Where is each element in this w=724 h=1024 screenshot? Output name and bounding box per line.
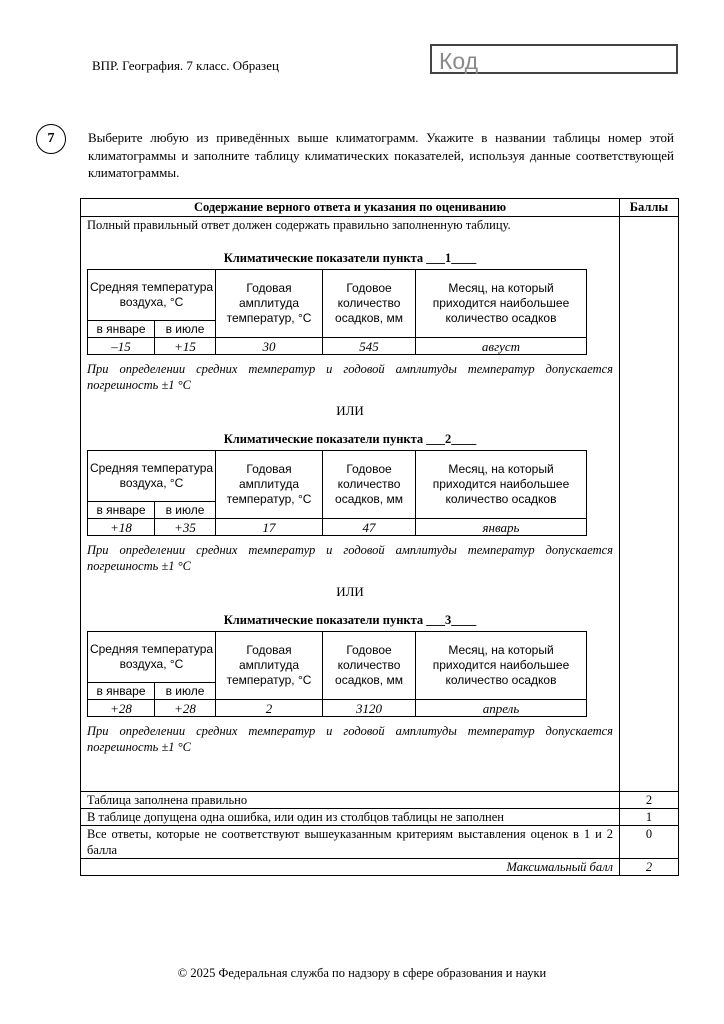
- criterion-points: 0: [620, 826, 679, 859]
- page-footer: © 2025 Федеральная служба по надзору в сфере образования и науки: [177, 966, 547, 980]
- value-july: +28: [155, 700, 216, 717]
- climate-table-3: [87, 631, 587, 717]
- value-precip: 3120: [323, 700, 416, 717]
- col-january: в январе: [88, 502, 155, 519]
- or-divider: ИЛИ: [336, 403, 364, 418]
- col-max-month: Месяц, на который приходится наибольшее количество осадков: [416, 451, 587, 519]
- header-content: Содержание верного ответа и указания по оцениванию: [81, 199, 620, 217]
- tolerance-note: При определении средних температур и годовой амплитуды температур допускается погрешность ±1 °С: [87, 724, 613, 754]
- grading-table: [80, 198, 679, 876]
- col-january: в январе: [88, 321, 155, 338]
- col-amplitude: Годовая амплитуда температур, °С: [216, 451, 323, 519]
- criterion-text: В таблице допущена одна ошибка, или один из столбцов таблицы не заполнен: [81, 809, 620, 826]
- or-divider: ИЛИ: [336, 584, 364, 599]
- col-avg-temp: Средняя температура воздуха, °С: [88, 270, 216, 321]
- value-january: +28: [88, 700, 155, 717]
- max-score-value: 2: [620, 859, 679, 876]
- value-month: апрель: [416, 700, 587, 717]
- col-max-month: Месяц, на который приходится наибольшее количество осадков: [416, 270, 587, 338]
- climate-table-title: Климатические показатели пункта ___2____: [223, 432, 477, 446]
- climate-table-1: [87, 269, 587, 355]
- value-amplitude: 2: [216, 700, 323, 717]
- climate-table-title: Климатические показатели пункта ___3____: [223, 613, 477, 627]
- answer-content-cell: [81, 217, 620, 792]
- value-precip: 47: [323, 519, 416, 536]
- climate-table-2: [87, 450, 587, 536]
- value-month: август: [416, 338, 587, 355]
- value-july: +15: [155, 338, 216, 355]
- col-precip: Годовое количество осадков, мм: [323, 451, 416, 519]
- climate-table-title: Климатические показатели пункта ___1____: [223, 251, 477, 265]
- col-january: в январе: [88, 683, 155, 700]
- tolerance-note: При определении средних температур и годовой амплитуды температур допускается погрешность ±1 °С: [87, 543, 613, 573]
- criterion-points: 2: [620, 792, 679, 809]
- value-amplitude: 30: [216, 338, 323, 355]
- value-january: –15: [88, 338, 155, 355]
- tolerance-note: При определении средних температур и годовой амплитуды температур допускается погрешность ±1 °С: [87, 362, 613, 392]
- points-cell-empty: [620, 217, 679, 792]
- col-amplitude: Годовая амплитуда температур, °С: [216, 270, 323, 338]
- max-score-label: Максимальный балл: [81, 859, 620, 876]
- col-max-month: Месяц, на который приходится наибольшее количество осадков: [416, 632, 587, 700]
- col-avg-temp: Средняя температура воздуха, °С: [88, 451, 216, 502]
- col-july: в июле: [155, 683, 216, 700]
- value-amplitude: 17: [216, 519, 323, 536]
- criterion-points: 1: [620, 809, 679, 826]
- value-july: +35: [155, 519, 216, 536]
- col-july: в июле: [155, 321, 216, 338]
- task-text: Выберите любую из приведённых выше климатограмм. Укажите в названии таблицы номер этой климатограммы и заполните таблицу климатических показателей, используя данные соответствующей климатограммы.: [88, 130, 674, 180]
- col-precip: Годовое количество осадков, мм: [323, 270, 416, 338]
- col-avg-temp: Средняя температура воздуха, °С: [88, 632, 216, 683]
- criterion-text: Таблица заполнена правильно: [81, 792, 620, 809]
- header-points: Баллы: [620, 199, 679, 217]
- value-january: +18: [88, 519, 155, 536]
- col-precip: Годовое количество осадков, мм: [323, 632, 416, 700]
- col-july: в июле: [155, 502, 216, 519]
- code-field[interactable]: Код: [430, 44, 678, 74]
- page-header-title: ВПР. География. 7 класс. Образец: [92, 58, 279, 73]
- task-number-badge: 7: [36, 124, 66, 154]
- value-month: январь: [416, 519, 587, 536]
- col-amplitude: Годовая амплитуда температур, °С: [216, 632, 323, 700]
- answer-intro: Полный правильный ответ должен содержать правильно заполненную таблицу.: [87, 218, 511, 232]
- criterion-text: Все ответы, которые не соответствуют вышеуказанным критериям выставления оценок в 1 и 2 балла: [81, 826, 620, 859]
- value-precip: 545: [323, 338, 416, 355]
